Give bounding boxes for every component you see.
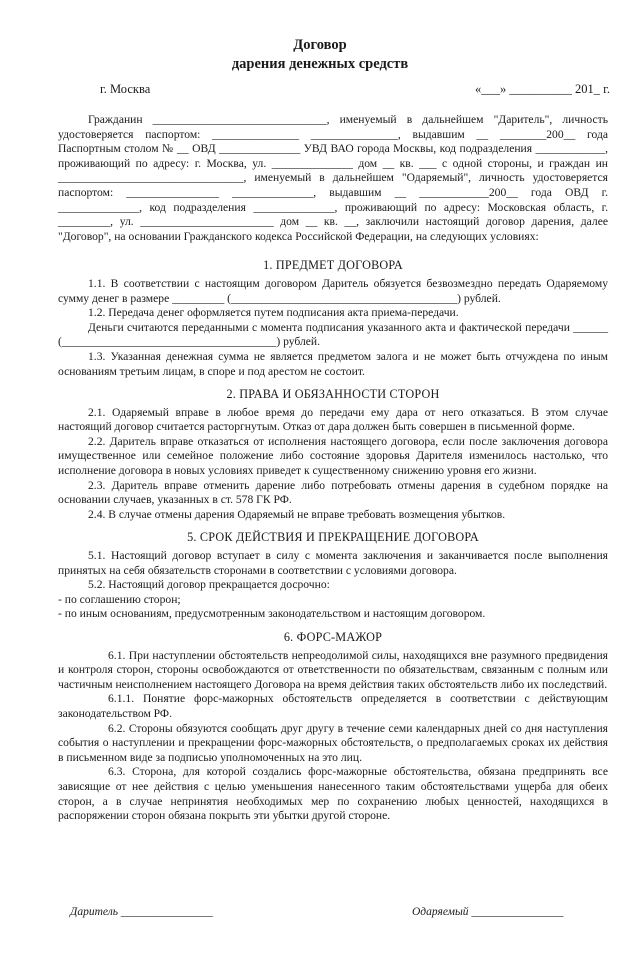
recipient-signature: Одаряемый ________________: [412, 906, 564, 918]
section-title: 6. ФОРС-МАЖОР: [283, 630, 383, 644]
section-title: 2. ПРАВА И ОБЯЗАННОСТИ СТОРОН: [226, 387, 440, 402]
section-title: 5. СРОК ДЕЙСТВИЯ И ПРЕКРАЩЕНИЕ ДОГОВОРА: [187, 530, 479, 545]
paragraph: 2.3. Даритель вправе отменить дарение либо потребовать отмены дарения в судебном порядке на основании случаев, указанных в ст. 578 ГК РФ.: [58, 478, 608, 507]
preamble: Гражданин ______________________________, именуемый в дальнейшем "Даритель", личность удостоверяется паспортом: _______________ _______________, выдавшим __ ________200__ года Паспортным столом № __ ОВД ______________ УВД ВАО города Москвы, код подразделения ____________, проживающий по адресу: г. Москва, ул. ______________ дом __ кв. ___ с одной стороны, и граждан ин ________________________________, именуемый в дальнейшем "Одаряемый", личность удостоверяется паспортом: ________________ ______________, выдавшим __ ____________200__ года ОВД г. ______________, код подразделения ______________, проживающий по адресу: Московская область, г. _________, ул. _______________________ дом __ кв. __, заключили настоящий договор дарения, далее "Договор", на основании Гражданского кодекса Российской Федерации, на следующих условиях:: [58, 113, 608, 243]
paragraph: 1.3. Указанная денежная сумма не является предметом залога и не может быть отчуждена по иным основаниям третьим лицам, в споре и под арестом не состоит.: [58, 349, 608, 378]
paragraph: Деньги считаются переданными с момента подписания указанного акта и фактической передачи ______ (_____________________________________) рублей.: [58, 320, 608, 349]
paragraph: 1.2. Передача денег оформляется путем подписания акта приема-передачи.: [88, 306, 459, 320]
list-item: - по иным основаниям, предусмотренным законодательством и настоящим договором.: [58, 607, 486, 621]
list-item: - по соглашению сторон;: [58, 592, 181, 606]
contract-date: «___» __________ 201_ г.: [475, 82, 610, 96]
city: г. Москва: [100, 82, 151, 96]
document-body: [58, 113, 608, 824]
paragraph: 6.1. При наступлении обстоятельств непреодолимой силы, находящихся вне разумного предвидения и контроля сторон, стороны освобождаются от ответственности по обязательствам, связанным с полным или частичным неисполнением настоящего Договора на время действия таких обстоятельств либо их последствий.: [58, 648, 608, 691]
paragraph: 5.1. Настоящий договор вступает в силу с момента заключения и заканчивается после выполнения принятых на себя обязательств сторонами в соответствии с условиями договора.: [58, 549, 608, 577]
document-subtitle: дарения денежных средств: [231, 56, 409, 72]
signature-line: [70, 906, 590, 922]
paragraph: 5.2. Настоящий договор прекращается досрочно:: [88, 578, 330, 592]
paragraph: 6.3. Сторона, для которой создались форс-мажорные обстоятельства, обязана предпринять все зависящие от нее действия с целью уменьшения нанесенного таким обстоятельствами ущерба для обеих сторон, а в случае непринятия необходимых мер по сохранению любых ценностей, находящихся в распоряжении сторон обязана покрыть эти убытки другой стороне.: [58, 765, 608, 823]
document-title: Договор: [293, 37, 347, 53]
section-title: 1. ПРЕДМЕТ ДОГОВОРА: [263, 258, 403, 273]
paragraph: 6.1.1. Понятие форс-мажорных обстоятельств определяется в соответствии с действующим законодательством РФ.: [58, 692, 608, 720]
place-date-line: [100, 82, 610, 98]
paragraph: 1.1. В соответствии с настоящим договором Даритель обязуется безвозмездно передать Одаряемому сумму денег в размере _________ (_______________________________________) рублей.: [58, 276, 608, 305]
donor-signature: Даритель ________________: [70, 906, 213, 918]
paragraph: 2.4. В случае отмены дарения Одаряемый не вправе требовать возмещения убытков.: [88, 507, 506, 521]
paragraph: 6.2. Стороны обязуются сообщать друг другу в течение семи календарных дней со дня наступления события о наступлении и прекращении форс-мажорных обстоятельств, о предполагаемых сроках их действия в письменном виде за подписью уполномоченных на это лиц.: [58, 721, 608, 764]
paragraph: 2.1. Одаряемый вправе в любое время до передачи ему дара от него отказаться. В этом случае настоящий договор считается расторгнутым. Отказ от дара должен быть совершен в письменной форме.: [58, 405, 608, 434]
paragraph: 2.2. Даритель вправе отказаться от исполнения настоящего договора, если после заключения договора имущественное или семейное положение либо состояние здоровья Дарителя изменилось настолько, что исполнение договора в новых условиях приведет к существенному снижению уровня его жизни.: [58, 434, 608, 478]
